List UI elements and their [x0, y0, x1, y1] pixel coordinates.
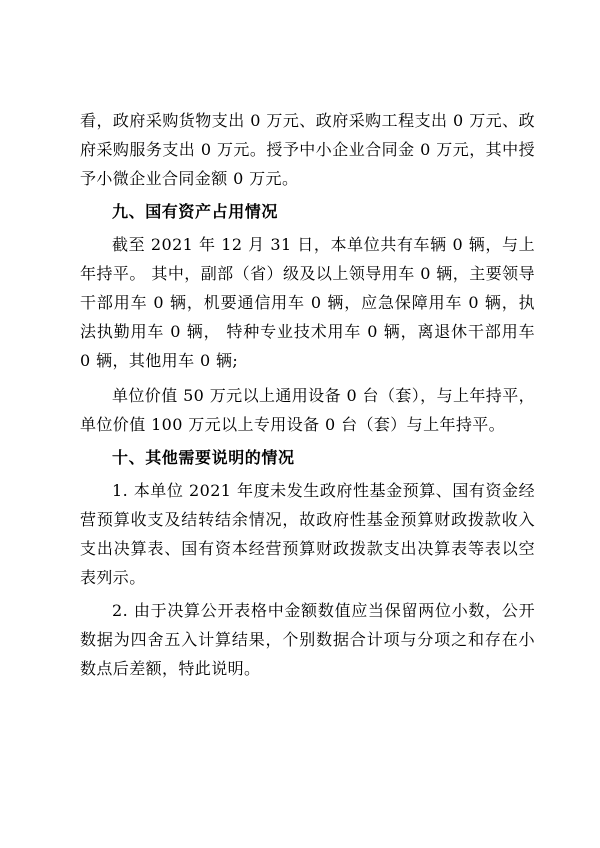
paragraph-equipment: 单位价值 50 万元以上通用设备 0 台（套），与上年持平，单位价值 100 万元以上专用设备 0 台（套）与上年持平。	[80, 386, 535, 434]
paragraph-vehicles: 截至 2021 年 12 月 31 日，本单位共有车辆 0 辆，与上年持平。 其中，副部（省）级及以上领导用车 0 辆，主要领导干部用车 0 辆，机要通信用车 0 辆，应急保障用车 0 辆，执法执勤用车 0 辆， 特种专业技术用车 0 辆，离退休干部用车 0 辆，其他用车 0 辆;	[80, 235, 535, 370]
document-body	[80, 106, 535, 683]
paragraph-note-1: 1. 本单位 2021 年度未发生政府性基金预算、国有资金经营预算收支及结转结余情况，故政府性基金预算财政拨款收入支出决算表、国有资本经营预算财政拨款支出决算表等表以空表列示。	[80, 481, 535, 587]
paragraph-note-2: 2. 由于决算公开表格中金额数值应当保留两位小数，公开数据为四舍五入计算结果，个别数据合计项与分项之和存在小数点后差额，特此说明。	[80, 601, 535, 678]
section-heading-state-assets: 九、国有资产占用情况	[112, 202, 279, 221]
section-heading-other-notes: 十、其他需要说明的情况	[112, 448, 295, 467]
paragraph-procurement-continued: 看，政府采购货物支出 0 万元、政府采购工程支出 0 万元、政府采购服务支出 0 万元。授予中小企业合同金 0 万元，其中授予小微企业合同金额 0 万元。	[80, 111, 535, 188]
